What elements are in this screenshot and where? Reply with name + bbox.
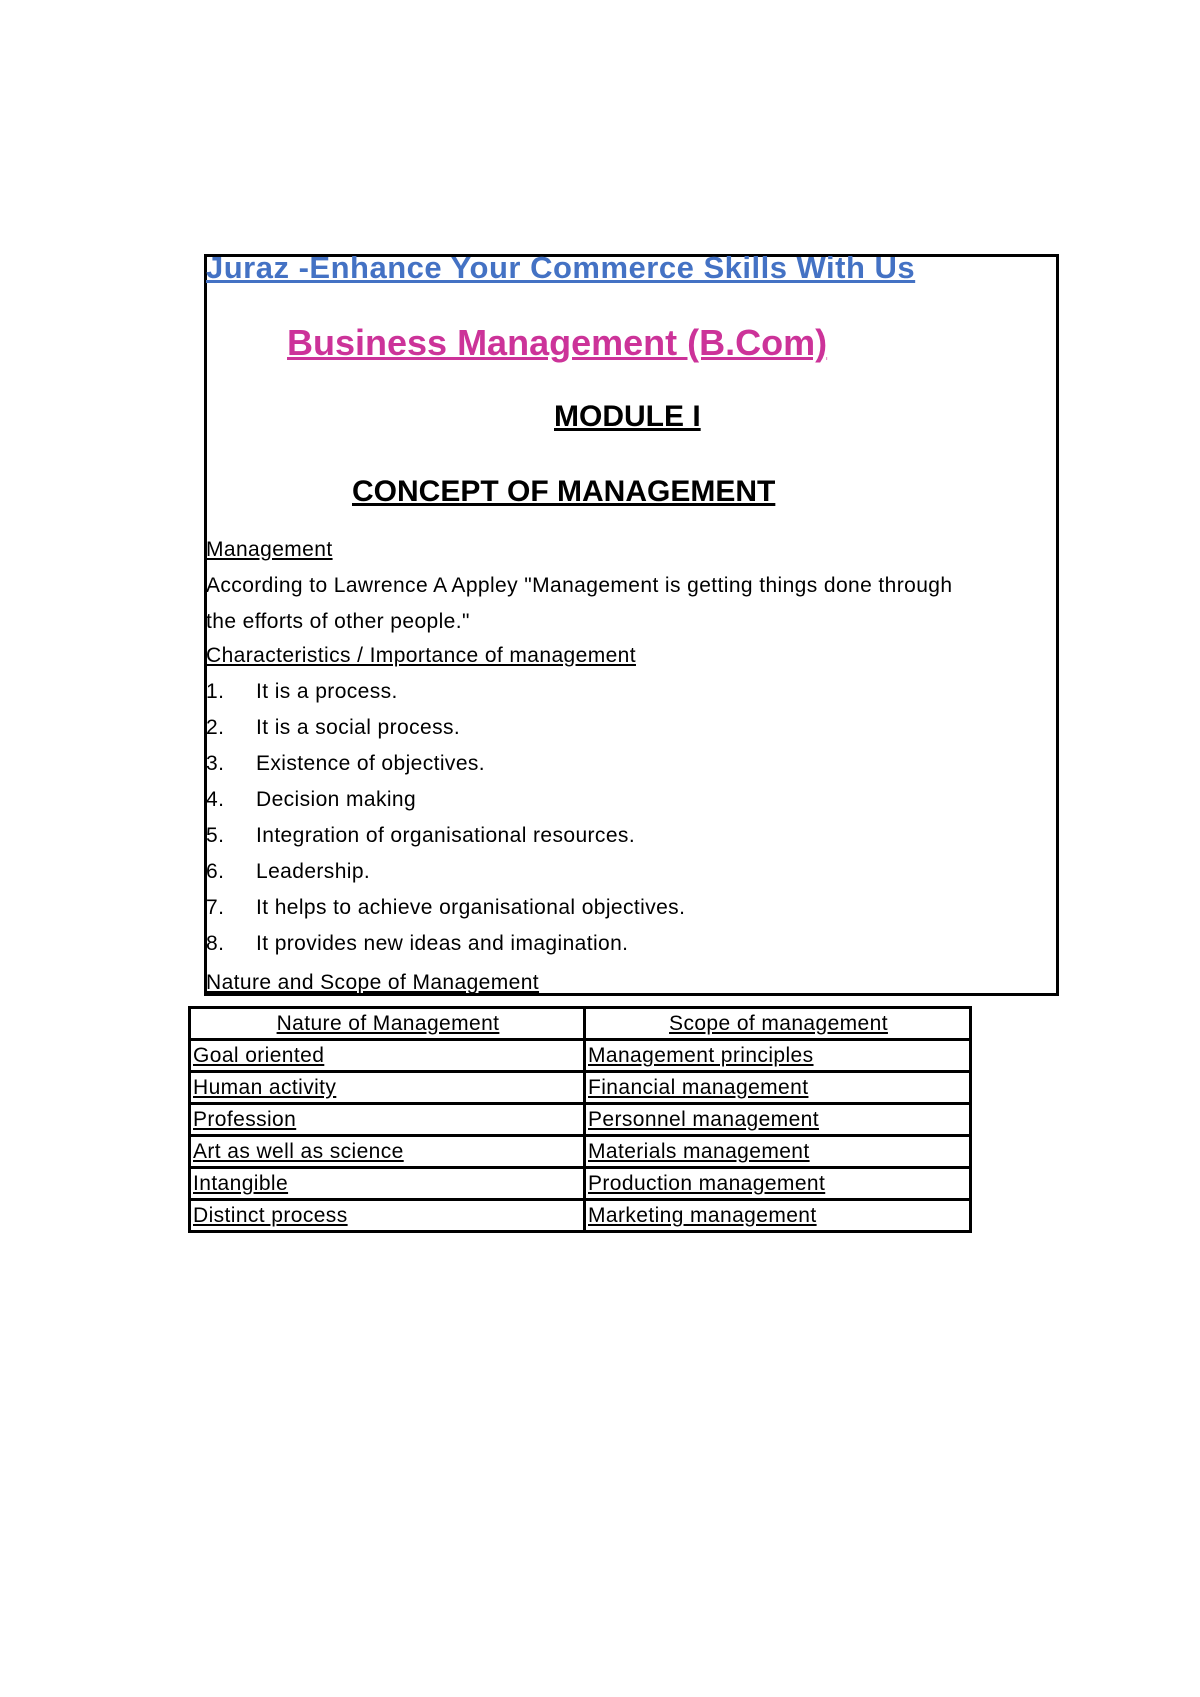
table-row <box>190 1104 971 1136</box>
table-cell: Production management <box>585 1168 971 1200</box>
table-cell: Management principles <box>585 1040 971 1072</box>
table-row <box>190 1200 971 1232</box>
table-cell: Art as well as science <box>190 1136 585 1168</box>
table-cell: Distinct process <box>190 1200 585 1232</box>
column-header-nature: Nature of Management <box>190 1008 585 1040</box>
characteristics-list <box>206 680 685 968</box>
list-item: 1. It is a process. <box>206 680 398 703</box>
table-cell: Materials management <box>585 1136 971 1168</box>
table-cell: Marketing management <box>585 1200 971 1232</box>
list-item: 3. Existence of objectives. <box>206 752 486 775</box>
column-header-scope: Scope of management <box>585 1008 971 1040</box>
list-item: 4. Decision making <box>206 788 417 811</box>
table-row <box>190 1168 971 1200</box>
table-cell: Intangible <box>190 1168 585 1200</box>
definition-line-1: According to Lawrence A Appley "Management is getting things done through <box>206 574 953 597</box>
table-row <box>190 1040 971 1072</box>
list-item: 8. It provides new ideas and imagination. <box>206 932 629 955</box>
nature-scope-table <box>188 1006 972 1233</box>
characteristics-heading: Characteristics / Importance of management <box>206 644 636 667</box>
chapter-heading: CONCEPT OF MANAGEMENT <box>352 475 776 508</box>
brand-tagline: Juraz -Enhance Your Commerce Skills With Us <box>206 250 916 285</box>
nature-scope-heading: Nature and Scope of Management <box>206 971 540 994</box>
list-item: 7. It helps to achieve organisational objectives. <box>206 896 686 919</box>
table-cell: Goal oriented <box>190 1040 585 1072</box>
table-cell: Financial management <box>585 1072 971 1104</box>
definition-line-2: the efforts of other people." <box>206 610 470 633</box>
table-cell: Personnel management <box>585 1104 971 1136</box>
table-cell: Profession <box>190 1104 585 1136</box>
list-item: 6. Leadership. <box>206 860 371 883</box>
management-heading: Management <box>206 538 333 561</box>
table-header-row <box>190 1008 971 1040</box>
list-item: 2. It is a social process. <box>206 716 461 739</box>
module-heading: MODULE I <box>554 400 701 433</box>
course-title: Business Management (B.Com) <box>287 322 828 363</box>
table-cell: Human activity <box>190 1072 585 1104</box>
table-row <box>190 1072 971 1104</box>
table-row <box>190 1136 971 1168</box>
list-item: 5. Integration of organisational resources. <box>206 824 636 847</box>
